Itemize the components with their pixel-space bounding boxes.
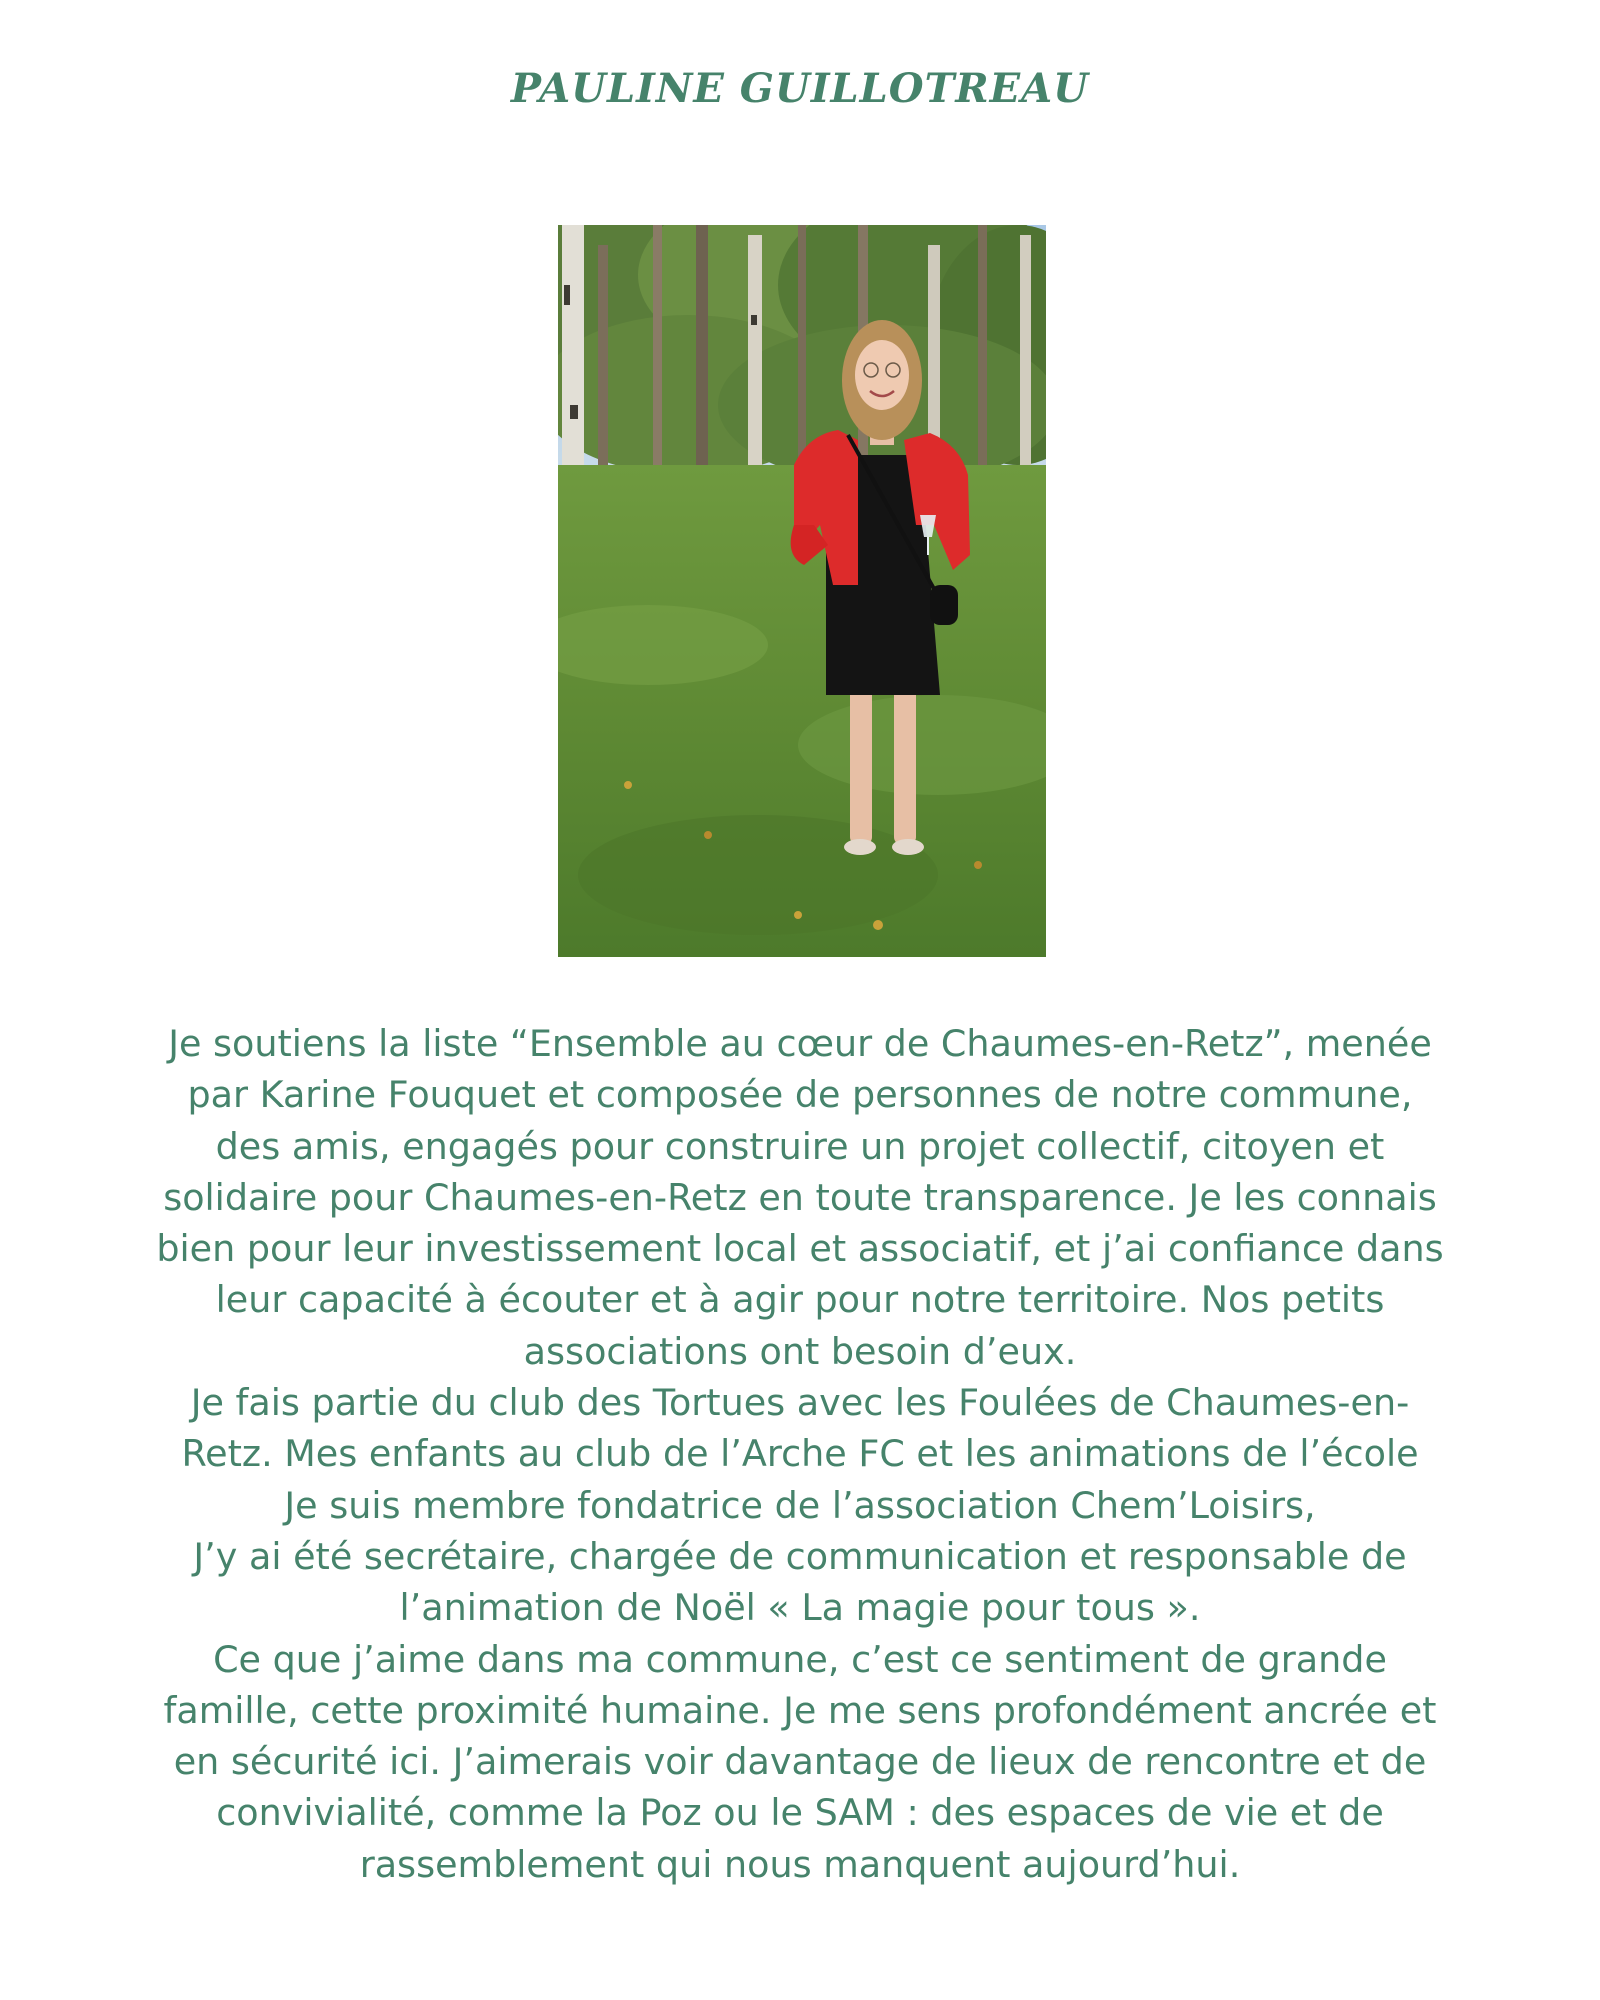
bio-paragraph-community: Ce que j’aime dans ma commune, c’est ce sentiment de grande famille, cette proximité humaine. Je me sens profondément ancrée et en sécurité ici. J’aimerais voir davantage de lieux de rencontre et de convivialité, comme la Poz ou le SAM : des espaces de vie et de rassemblement qui nous manquent aujourd’hui. xyxy=(163,1637,1437,1886)
bio-paragraph-support: Je soutiens la liste “Ensemble au cœur de Chaumes-en-Retz”, menée par Karine Fouquet et composée de personnes de notre commune, des amis, engagés pour construire un projet collectif, citoyen et solidaire pour Chaumes-en-Retz en toute transparence. Je les connais bien pour leur investissement local et associatif, et j’ai confiance dans leur capacité à écouter et à agir pour notre territoire. Nos petits associations ont besoin d’eux. xyxy=(156,1022,1444,1373)
bio-paragraph-founder: Je suis membre fondatrice de l’association Chem’Loisirs, xyxy=(284,1483,1316,1527)
bio-paragraph-roles: J’y ai été secrétaire, chargée de communication et responsable de l’animation de Noël « La magie pour tous ». xyxy=(193,1534,1407,1630)
page-title: PAULINE GUILLOTREAU xyxy=(510,64,1090,112)
bio-paragraph-clubs: Je fais partie du club des Tortues avec les Foulées de Chaumes-en-Retz. Mes enfants au club de l’Arche FC et les animations de l’école xyxy=(181,1381,1419,1476)
portrait-photo xyxy=(558,225,1046,957)
bio-text xyxy=(150,1018,1450,1890)
